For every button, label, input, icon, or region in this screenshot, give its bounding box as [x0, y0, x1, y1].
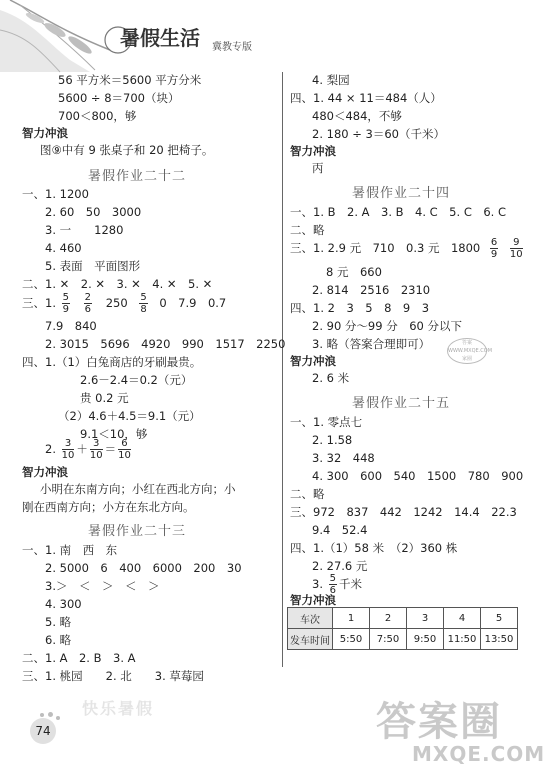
- table-cell: 11:50: [444, 629, 481, 650]
- answer-line: 9.1＜10，够: [80, 427, 148, 441]
- table-cell: 3: [407, 608, 444, 629]
- table-cell: 5: [481, 608, 518, 629]
- fraction: [118, 438, 131, 461]
- section-title-25: 暑假作业二十五: [352, 396, 451, 411]
- answer-line: 2. 814 2516 2310: [312, 283, 431, 297]
- answer-text: 三、1.: [22, 296, 56, 310]
- answer-line: 3.＞ ＜ ＞ ＜ ＞: [45, 579, 160, 593]
- answer-line: 二、1. ✕ 2. ✕ 3. ✕ 4. ✕ 5. ✕: [22, 277, 213, 291]
- answer-text: 250: [105, 296, 128, 310]
- answer-line: 2. 3015 5696 4920 990 1517 2250: [45, 337, 286, 351]
- denominator: 10: [118, 450, 131, 461]
- denominator: 9: [62, 304, 70, 315]
- answer-line: 图⑨中有 9 张桌子和 20 把椅子。: [40, 143, 214, 157]
- denominator: 10: [509, 249, 523, 260]
- numerator: 5: [140, 292, 147, 303]
- fraction-line: [45, 437, 133, 461]
- denominator: 8: [140, 304, 147, 315]
- answer-text: 3.: [312, 577, 323, 591]
- decor-dot: [48, 712, 53, 717]
- answer-line: 3. 一 1280: [45, 223, 124, 237]
- fraction: [510, 237, 523, 260]
- section-title-24: 暑假作业二十四: [352, 186, 451, 201]
- denominator: 10: [61, 450, 75, 461]
- answer-line: 四、1. 44 × 11＝484（人）: [290, 91, 442, 105]
- numerator: 5: [62, 292, 70, 303]
- answer-text: 0 7.9 0.7: [159, 296, 227, 310]
- zhili-heading: 智力冲浪: [22, 126, 68, 140]
- brand-logo: 暑假生活: [120, 26, 200, 50]
- answer-line: 8 元 660: [326, 265, 382, 279]
- answer-line: 4. 460: [45, 241, 82, 255]
- fraction: [62, 438, 75, 461]
- denominator: 6: [329, 585, 337, 596]
- answer-line: 小明在东南方向；小红在西北方向；小: [40, 482, 236, 496]
- edition-label: 冀教专版: [212, 42, 252, 53]
- answer-line: 4. 300 600 540 1500 780 900: [312, 469, 524, 483]
- section-title-22: 暑假作业二十二: [88, 169, 187, 184]
- denominator: 6: [84, 304, 92, 315]
- answer-line: 丙: [312, 161, 324, 175]
- answer-line: 2. 90 分～99 分 60 分以下: [312, 319, 462, 333]
- fraction: [490, 237, 498, 260]
- answer-line: 700＜800，够: [58, 109, 137, 123]
- answer-line: 刚在西南方向；小方在东北方向。: [22, 500, 195, 514]
- table-row: [288, 608, 518, 629]
- answer-text: 三、1. 2.9 元 710 0.3 元 1800: [290, 241, 481, 255]
- answer-line: 3. 32 448: [312, 451, 375, 465]
- numerator: 6: [490, 237, 498, 248]
- answer-line: 4. 梨园: [312, 73, 350, 87]
- answer-line: 四、1. 2 3 5 8 9 3: [290, 301, 430, 315]
- plus-sign: ＋: [76, 442, 88, 456]
- footer-faint-text: 快乐暑假: [82, 699, 155, 718]
- fraction: [139, 292, 147, 315]
- column-divider: [282, 72, 283, 667]
- table-cell: 1: [333, 608, 370, 629]
- answer-line: 9.4 52.4: [312, 523, 368, 537]
- fraction: [62, 292, 70, 315]
- answer-line: 2. 60 50 3000: [45, 205, 142, 219]
- table-cell: 13:50: [481, 629, 518, 650]
- answer-line: 2. 180 ÷ 3＝60（千米）: [312, 127, 445, 141]
- answer-line: 3. 略（答案合理即可）: [312, 337, 431, 351]
- numerator: 9: [510, 237, 523, 249]
- answer-line: 一、1. 零点七: [290, 415, 363, 429]
- zhili-heading: 智力冲浪: [22, 465, 68, 479]
- numerator: 6: [118, 438, 131, 450]
- section-title-23: 暑假作业二十三: [88, 524, 187, 539]
- table-row: [288, 629, 518, 650]
- answer-line: 一、1. 1200: [22, 187, 89, 201]
- answer-line: 2. 1.58: [312, 433, 353, 447]
- watermark-logo: 答案圈: [376, 699, 502, 745]
- numerator: 3: [90, 438, 103, 450]
- page-number-badge: [30, 712, 60, 742]
- stamp-seal: 答案 WWW.MXQE.COM 家圈: [448, 340, 493, 362]
- answer-line: 5. 表面 平面图形: [45, 259, 141, 273]
- answer-line: 三、1. 桃园 2. 北 3. 草莓园: [22, 669, 204, 683]
- fraction: [90, 438, 103, 461]
- answer-line: 480＜484，不够: [312, 109, 402, 123]
- bus-schedule-table: [287, 607, 518, 650]
- numerator: 3: [62, 438, 75, 450]
- table-cell: 2: [370, 608, 407, 629]
- table-cell: 7:50: [370, 629, 407, 650]
- numerator: 2: [84, 292, 92, 303]
- denominator: 9: [490, 249, 498, 260]
- zhili-heading: 智力冲浪: [290, 354, 336, 368]
- denominator: 10: [89, 450, 103, 461]
- decor-dot: [56, 716, 60, 720]
- answer-line: 二、1. A 2. B 3. A: [22, 651, 136, 665]
- fraction-line: [22, 291, 226, 315]
- table-cell: 5:50: [333, 629, 370, 650]
- answer-line: 4. 300: [45, 597, 82, 611]
- table-header-cell: 发车时间: [288, 629, 333, 650]
- fraction-line: [290, 236, 525, 260]
- page-number: 74: [30, 718, 56, 744]
- answer-line: 6. 略: [45, 633, 72, 647]
- fraction: [84, 292, 92, 315]
- answer-line: 2. 6 米: [312, 371, 350, 385]
- answer-line: 四、1.（1）白兔商店的牙刷最贵。: [22, 355, 202, 369]
- answer-line: 2. 27.6 元: [312, 559, 368, 573]
- answer-line: 一、1. 南 西 东: [22, 543, 118, 557]
- table-cell: 4: [444, 608, 481, 629]
- answer-text: 2.: [45, 442, 56, 456]
- answer-line: 2.6－2.4＝0.2（元）: [80, 373, 193, 387]
- answer-line: 一、1. B 2. A 3. B 4. C 5. C 6. C: [290, 205, 507, 219]
- answer-line: 贵 0.2 元: [80, 391, 129, 405]
- equals-sign: ＝: [104, 442, 117, 456]
- unit-text: 千米: [339, 577, 363, 591]
- answer-line: 二、略: [290, 487, 325, 501]
- answer-line: 2. 5000 6 400 6000 200 30: [45, 561, 242, 575]
- answer-line: 四、1.（1）58 米 （2）360 株: [290, 541, 458, 555]
- zhili-heading: 智力冲浪: [290, 144, 336, 158]
- answer-line: （2）4.6＋4.5＝9.1（元）: [58, 409, 201, 423]
- answer-line: 二、略: [290, 223, 325, 237]
- decor-dot: [40, 713, 44, 717]
- table-header-cell: 车次: [288, 608, 333, 629]
- answer-line: 5600 ÷ 8＝700（块）: [58, 91, 180, 105]
- table-cell: 9:50: [407, 629, 444, 650]
- numerator: 5: [329, 573, 337, 584]
- answer-line: 三、972 837 442 1242 14.4 22.3: [290, 505, 517, 519]
- answer-line: 7.9 840: [45, 319, 97, 333]
- answer-line: 56 平方米＝5600 平方分米: [58, 73, 202, 87]
- zhili-heading: 智力冲浪: [290, 593, 336, 607]
- watermark-url: MXQE.COM: [412, 742, 546, 766]
- answer-line: 5. 略: [45, 615, 72, 629]
